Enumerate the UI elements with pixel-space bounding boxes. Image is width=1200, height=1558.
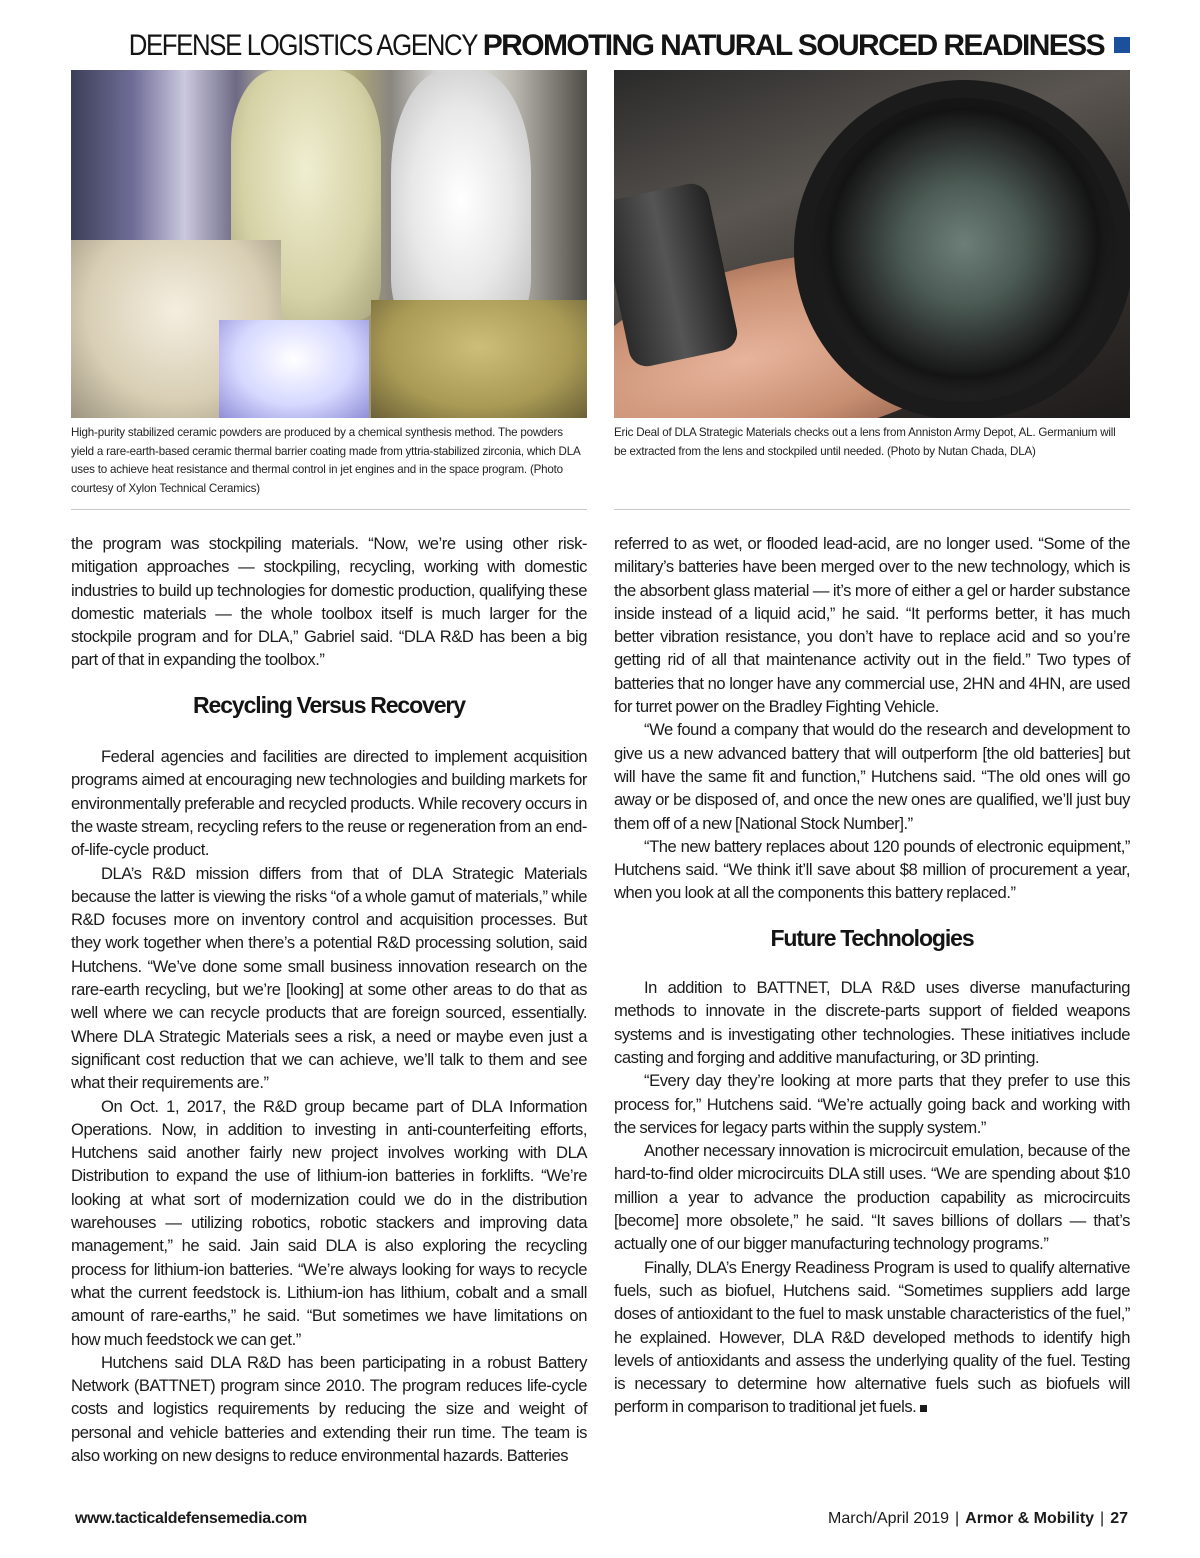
paragraph-text: Finally, DLA’s Energy Readiness Program is used to qualify alternative fuels, such as biofuel, Hutchens said. “Sometimes suppliers add large doses of antioxidant to the fuel to mask unstable characteristics of the fuel,” he explained. However, DLA R&D developed methods to identify high levels of antioxidants and assess the underlying quality of the fuel. Testing is necessary to determine how alternative fuels such as biofuels will perform in comparison to traditional jet fuels.: [614, 1257, 1130, 1417]
footer-separator: |: [955, 1510, 960, 1527]
header-agency: DEFENSE LOGISTICS AGENCY: [128, 29, 477, 62]
footer-separator: |: [1100, 1510, 1105, 1527]
left-column: [71, 532, 587, 1467]
footer-publication: Armor & Mobility: [965, 1510, 1095, 1527]
end-mark-icon: [920, 1405, 927, 1412]
caption-divider: [614, 509, 1130, 510]
footer-folio: [828, 1510, 1128, 1528]
header-title: PROMOTING NATURAL SOURCED READINESS: [482, 29, 1104, 62]
paragraph: referred to as wet, or flooded lead-acid, are no longer used. “Some of the military’s batteries have been merged over to the new technology, which is the absorbent glass material — it’s more of either a gel or harder substance inside instead of a liquid acid,” he said. “It performs better, it has much better vibration resistance, you don’t have to replace acid and so you’re getting rid of all that maintenance activity out in the field.” Two types of batteries that no longer have any commercial use, 2HN and 4HN, are used for turret power on the Bradley Fighting Vehicle.: [614, 534, 1130, 717]
paragraph: In addition to BATTNET, DLA R&D uses diverse manufacturing methods to innovate in the discrete-parts support of fielded weapons systems and is investigating other technologies. These initiatives include casting and forging and additive manufacturing, or 3D printing.: [614, 978, 1130, 1067]
paragraph-final: [614, 1256, 1130, 1419]
footer-website: www.tacticaldefensemedia.com: [75, 1510, 307, 1527]
paragraph: “We found a company that would do the research and development to give us a new advanced battery that will outperform [the old batteries] but will have the same fit and function,” Hutchens said. “The old ones will go away or be disposed of, and once the new ones are qualified, we’ll just buy them off of a new [National Stock Number].”: [614, 720, 1130, 833]
paragraph: Hutchens said DLA R&D has been participating in a robust Battery Network (BATTNET) program since 2010. The program reduces life-cycle costs and logistics requirements by reducing the size and weight of personal and vehicle batteries and extending their run time. The team is also working on new designs to reduce environmental hazards. Batteries: [71, 1352, 587, 1465]
footer-issue: March/April 2019: [828, 1510, 949, 1527]
running-header: [72, 26, 1130, 66]
paragraph: Federal agencies and facilities are directed to implement acquisition programs aimed at encouraging new technologies and building markets for environmentally preferable and recycled products. While recovery occurs in the waste stream, recycling refers to the reuse or regeneration from an end-of-life-cycle product.: [71, 747, 587, 860]
section-heading: Recycling Versus Recovery: [193, 691, 465, 718]
paragraph: the program was stockpiling materials. “Now, we’re using other risk-mitigation approaches — stockpiling, recycling, working with domestic industries to build up technologies for domestic production, qualifying these domestic materials — the whole toolbox itself is much larger for the stockpile program and for DLA,” Gabriel said. “DLA R&D has been a big part of that in expanding the toolbox.”: [71, 534, 587, 670]
section-heading: Future Technologies: [770, 924, 974, 951]
photo-caption: High-purity stabilized ceramic powders are produced by a chemical synthesis method. The powders yield a rare-earth-based ceramic thermal barrier coating made from yttria-stabilized zirconia, which DLA uses to achieve heat resistance and thermal control in jet engines and in the space program. (Photo courtesy of Xylon Technical Ceramics): [71, 426, 580, 495]
paragraph: Another necessary innovation is microcircuit emulation, because of the hard-to-find older microcircuits DLA still uses. “We are spending about $10 million a year to advance the production capability as microcircuits [become] more obsolete,” he said. “It saves billions of dollars — that’s actually one of our bigger manufacturing technology programs.”: [614, 1141, 1130, 1254]
caption-divider: [71, 509, 587, 510]
paragraph: “Every day they’re looking at more parts that they prefer to use this process for,” Hutchens said. “We’re actually going back and working with the services for legacy parts within the supply system.”: [614, 1071, 1130, 1137]
page-number: 27: [1110, 1510, 1128, 1527]
paragraph: DLA’s R&D mission differs from that of DLA Strategic Materials because the latter is viewing the risks “of a whole gamut of materials,” while R&D focuses more on inventory control and acquisition processes. But they work together when there’s a potential R&D processing solution, said Hutchens. “We’ve done some small business innovation research on the rare-earth recycling, but we’re [looking] at some other areas to do that as well where we can recycle products that are foreign sourced, essentially. Where DLA Strategic Materials sees a risk, a need or maybe even just a significant cost reduction that we can achieve, we’ll talk to them and see what their requirements are.”: [71, 863, 587, 1093]
photo-ceramic-powders: [71, 70, 587, 418]
photo-lens-inspection: [614, 70, 1130, 418]
header-accent-square: [1114, 37, 1130, 53]
paragraph: “The new battery replaces about 120 pounds of electronic equipment,” Hutchens said. “We think it’ll save about $8 million of procurement a year, when you look at all the components this battery replaced.”: [614, 836, 1130, 903]
photo-caption: Eric Deal of DLA Strategic Materials checks out a lens from Anniston Army Depot, AL. Germanium will be extracted from the lens and stockpiled until needed. (Photo by Nutan Chada, DLA): [614, 426, 1116, 458]
paragraph: On Oct. 1, 2017, the R&D group became part of DLA Information Operations. Now, in addition to investing in anti-counterfeiting efforts, Hutchens said another fairly new project involves working with DLA Distribution to expand the use of lithium-ion batteries in forklifts. “We’re looking at what sort of modernization could we do in the distribution warehouses — utilizing robotics, robotic stackers and improving data management,” he said. Jain said DLA is also exploring the recycling process for lithium-ion batteries. “We’re always looking for ways to recycle what the current feedstock is. Lithium-ion has lithium, cobalt and a small amount of rare-earths,” he said. “But sometimes we have limitations on how much feedstock we can get.”: [71, 1096, 587, 1349]
right-column: [614, 532, 1130, 1419]
